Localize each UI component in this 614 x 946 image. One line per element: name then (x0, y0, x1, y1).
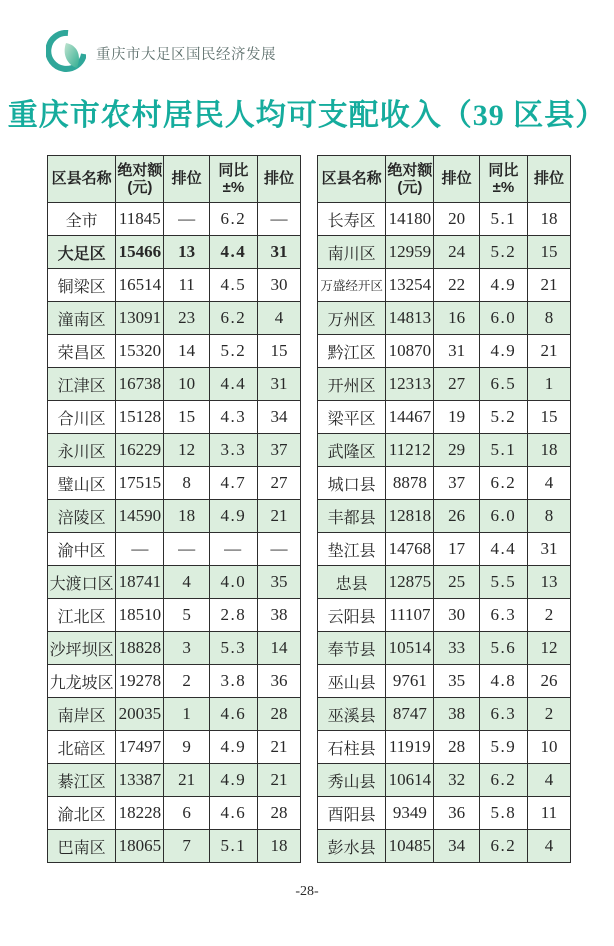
table-row (48, 368, 301, 401)
cell-growth: 4.6 (209, 698, 257, 731)
cell-growth-rank: 4 (527, 467, 570, 500)
cell-name: 沙坪坝区 (48, 632, 116, 665)
header-rank: 排位 (164, 156, 210, 203)
cell-name: 铜梁区 (48, 269, 116, 302)
cell-rank: 27 (434, 368, 480, 401)
cell-growth: 6.2 (209, 302, 257, 335)
cell-name: 綦江区 (48, 764, 116, 797)
cell-value: 15466 (116, 236, 164, 269)
cell-value: 18228 (116, 797, 164, 830)
cell-rank: 29 (434, 434, 480, 467)
cell-growth-rank: 1 (527, 368, 570, 401)
cell-name: 荣昌区 (48, 335, 116, 368)
table-row (48, 731, 301, 764)
cell-name: 北碚区 (48, 731, 116, 764)
cell-value: 10485 (386, 830, 434, 863)
cell-value: 12313 (386, 368, 434, 401)
cell-growth-rank: 21 (257, 731, 300, 764)
cell-growth-rank: 8 (527, 500, 570, 533)
cell-rank: 33 (434, 632, 480, 665)
brand-header (46, 30, 276, 76)
brand-logo-icon (46, 30, 86, 76)
cell-rank: 2 (164, 665, 210, 698)
cell-growth-rank: 35 (257, 566, 300, 599)
cell-rank: 7 (164, 830, 210, 863)
table-row (48, 632, 301, 665)
cell-value: 11845 (116, 203, 164, 236)
cell-growth-rank: 18 (257, 830, 300, 863)
cell-name: 涪陵区 (48, 500, 116, 533)
table-row (318, 335, 571, 368)
cell-growth: 4.7 (209, 467, 257, 500)
table-row (48, 467, 301, 500)
cell-rank: — (164, 533, 210, 566)
table-row (318, 665, 571, 698)
table-row (318, 368, 571, 401)
cell-value: 14180 (386, 203, 434, 236)
cell-growth-rank: 21 (527, 335, 570, 368)
table-row (318, 467, 571, 500)
cell-value: — (116, 533, 164, 566)
cell-growth: 6.2 (479, 764, 527, 797)
cell-growth: 5.2 (479, 401, 527, 434)
cell-value: 18828 (116, 632, 164, 665)
cell-value: 8878 (386, 467, 434, 500)
cell-growth: 3.3 (209, 434, 257, 467)
cell-growth: 4.4 (209, 236, 257, 269)
cell-rank: 10 (164, 368, 210, 401)
cell-growth-rank: 26 (527, 665, 570, 698)
cell-growth-rank: 30 (257, 269, 300, 302)
cell-name: 万盛经开区 (318, 269, 386, 302)
table-row (48, 797, 301, 830)
brand-text: 重庆市大足区国民经济发展 (96, 46, 276, 63)
page-number: -28- (295, 884, 319, 899)
cell-value: 20035 (116, 698, 164, 731)
cell-name: 秀山县 (318, 764, 386, 797)
cell-value: 16229 (116, 434, 164, 467)
table-row (48, 533, 301, 566)
cell-growth-rank: 31 (527, 533, 570, 566)
cell-rank: 19 (434, 401, 480, 434)
table-row (48, 599, 301, 632)
cell-growth-rank: 27 (257, 467, 300, 500)
cell-name: 巫溪县 (318, 698, 386, 731)
cell-growth: 5.1 (479, 434, 527, 467)
table-row (48, 269, 301, 302)
cell-growth-rank: 11 (527, 797, 570, 830)
table-row (318, 500, 571, 533)
cell-value: 19278 (116, 665, 164, 698)
cell-growth: 4.6 (209, 797, 257, 830)
cell-growth-rank: 38 (257, 599, 300, 632)
cell-growth: 6.2 (479, 467, 527, 500)
cell-rank: 5 (164, 599, 210, 632)
cell-name: 江北区 (48, 599, 116, 632)
cell-growth-rank: 31 (257, 368, 300, 401)
cell-rank: 3 (164, 632, 210, 665)
cell-growth-rank: 34 (257, 401, 300, 434)
header-growth: 同比 ±% (209, 156, 257, 203)
cell-name: 大足区 (48, 236, 116, 269)
header-growth-rank: 排位 (527, 156, 570, 203)
cell-value: 10614 (386, 764, 434, 797)
cell-value: 13387 (116, 764, 164, 797)
table-row (318, 401, 571, 434)
cell-name: 九龙坡区 (48, 665, 116, 698)
cell-name: 巴南区 (48, 830, 116, 863)
header-district-name: 区县名称 (318, 156, 386, 203)
cell-growth: 4.4 (209, 368, 257, 401)
cell-rank: 4 (164, 566, 210, 599)
table-row (318, 830, 571, 863)
cell-value: 11107 (386, 599, 434, 632)
table-row (48, 434, 301, 467)
cell-value: 17515 (116, 467, 164, 500)
cell-name: 彭水县 (318, 830, 386, 863)
cell-growth: 6.2 (479, 830, 527, 863)
cell-value: 15320 (116, 335, 164, 368)
cell-rank: 35 (434, 665, 480, 698)
cell-rank: 21 (164, 764, 210, 797)
cell-growth-rank: 21 (527, 269, 570, 302)
table-header-row (48, 156, 301, 203)
cell-name: 江津区 (48, 368, 116, 401)
cell-growth-rank: 4 (527, 764, 570, 797)
cell-value: 11212 (386, 434, 434, 467)
cell-rank: 9 (164, 731, 210, 764)
cell-rank: 31 (434, 335, 480, 368)
cell-rank: 25 (434, 566, 480, 599)
cell-growth: 4.9 (209, 764, 257, 797)
header-rank: 排位 (434, 156, 480, 203)
cell-growth-rank: 13 (527, 566, 570, 599)
table-row (318, 731, 571, 764)
cell-rank: 28 (434, 731, 480, 764)
cell-growth-rank: 15 (527, 236, 570, 269)
cell-value: 14768 (386, 533, 434, 566)
cell-growth: 6.5 (479, 368, 527, 401)
cell-rank: — (164, 203, 210, 236)
cell-value: 10870 (386, 335, 434, 368)
cell-growth: 5.8 (479, 797, 527, 830)
cell-rank: 32 (434, 764, 480, 797)
table-row (318, 632, 571, 665)
cell-rank: 8 (164, 467, 210, 500)
table-row (318, 764, 571, 797)
cell-growth: 5.1 (209, 830, 257, 863)
cell-value: 14590 (116, 500, 164, 533)
cell-growth-rank: — (257, 533, 300, 566)
cell-growth-rank: 36 (257, 665, 300, 698)
cell-growth-rank: 10 (527, 731, 570, 764)
cell-name: 巫山县 (318, 665, 386, 698)
cell-value: 11919 (386, 731, 434, 764)
cell-growth-rank: — (257, 203, 300, 236)
cell-rank: 26 (434, 500, 480, 533)
cell-growth-rank: 21 (257, 500, 300, 533)
cell-growth-rank: 28 (257, 698, 300, 731)
cell-rank: 11 (164, 269, 210, 302)
cell-rank: 20 (434, 203, 480, 236)
cell-name: 南川区 (318, 236, 386, 269)
table-row (318, 566, 571, 599)
cell-value: 18510 (116, 599, 164, 632)
table-row (318, 236, 571, 269)
income-table-right (317, 155, 571, 863)
table-row (48, 335, 301, 368)
cell-rank: 34 (434, 830, 480, 863)
cell-growth: 5.5 (479, 566, 527, 599)
cell-name: 璧山区 (48, 467, 116, 500)
table-row (48, 500, 301, 533)
table-row (318, 599, 571, 632)
table-row (48, 302, 301, 335)
header-growth-rank: 排位 (257, 156, 300, 203)
cell-value: 14813 (386, 302, 434, 335)
table-row (318, 698, 571, 731)
cell-value: 18065 (116, 830, 164, 863)
cell-name: 武隆区 (318, 434, 386, 467)
cell-rank: 1 (164, 698, 210, 731)
cell-growth-rank: 15 (527, 401, 570, 434)
table-row (318, 203, 571, 236)
table-row (48, 566, 301, 599)
table-row (318, 302, 571, 335)
cell-name: 合川区 (48, 401, 116, 434)
cell-value: 13254 (386, 269, 434, 302)
header-absolute-amount: 绝对额 (元) (116, 156, 164, 203)
table-row (318, 434, 571, 467)
cell-name: 大渡口区 (48, 566, 116, 599)
cell-value: 10514 (386, 632, 434, 665)
cell-growth: 6.0 (479, 500, 527, 533)
cell-rank: 24 (434, 236, 480, 269)
cell-growth: 4.4 (479, 533, 527, 566)
page-title: 重庆市农村居民人均可支配收入（39 区县） (7, 99, 607, 132)
cell-rank: 23 (164, 302, 210, 335)
cell-growth-rank: 15 (257, 335, 300, 368)
cell-value: 18741 (116, 566, 164, 599)
cell-growth-rank: 8 (527, 302, 570, 335)
cell-growth-rank: 2 (527, 599, 570, 632)
cell-growth: 4.9 (479, 335, 527, 368)
cell-growth-rank: 14 (257, 632, 300, 665)
table-row (48, 203, 301, 236)
cell-growth-rank: 37 (257, 434, 300, 467)
cell-rank: 18 (164, 500, 210, 533)
cell-growth: 5.2 (209, 335, 257, 368)
header-absolute-amount: 绝对额 (元) (386, 156, 434, 203)
cell-value: 13091 (116, 302, 164, 335)
cell-name: 丰都县 (318, 500, 386, 533)
table-row (318, 533, 571, 566)
cell-value: 17497 (116, 731, 164, 764)
cell-name: 万州区 (318, 302, 386, 335)
cell-growth-rank: 4 (527, 830, 570, 863)
cell-name: 云阳县 (318, 599, 386, 632)
table-row (318, 797, 571, 830)
cell-rank: 14 (164, 335, 210, 368)
cell-growth-rank: 18 (527, 434, 570, 467)
cell-growth: 5.6 (479, 632, 527, 665)
cell-growth: 5.1 (479, 203, 527, 236)
cell-value: 14467 (386, 401, 434, 434)
cell-growth: 5.2 (479, 236, 527, 269)
table-row (48, 698, 301, 731)
cell-name: 全市 (48, 203, 116, 236)
table-header-row (318, 156, 571, 203)
cell-growth: — (209, 533, 257, 566)
header-district-name: 区县名称 (48, 156, 116, 203)
cell-name: 南岸区 (48, 698, 116, 731)
cell-name: 石柱县 (318, 731, 386, 764)
table-row (48, 830, 301, 863)
cell-growth: 4.9 (479, 269, 527, 302)
cell-rank: 12 (164, 434, 210, 467)
cell-growth: 6.3 (479, 599, 527, 632)
cell-growth-rank: 31 (257, 236, 300, 269)
cell-growth: 6.2 (209, 203, 257, 236)
cell-growth-rank: 2 (527, 698, 570, 731)
cell-growth-rank: 4 (257, 302, 300, 335)
cell-value: 9349 (386, 797, 434, 830)
cell-rank: 15 (164, 401, 210, 434)
cell-rank: 36 (434, 797, 480, 830)
table-row (48, 401, 301, 434)
cell-growth-rank: 12 (527, 632, 570, 665)
cell-name: 渝北区 (48, 797, 116, 830)
cell-rank: 6 (164, 797, 210, 830)
cell-name: 开州区 (318, 368, 386, 401)
cell-name: 长寿区 (318, 203, 386, 236)
cell-value: 9761 (386, 665, 434, 698)
cell-name: 梁平区 (318, 401, 386, 434)
table-row (48, 236, 301, 269)
header-growth: 同比 ±% (479, 156, 527, 203)
cell-growth-rank: 21 (257, 764, 300, 797)
cell-growth: 4.5 (209, 269, 257, 302)
cell-name: 潼南区 (48, 302, 116, 335)
cell-value: 12875 (386, 566, 434, 599)
cell-name: 酉阳县 (318, 797, 386, 830)
table-row (48, 764, 301, 797)
cell-value: 16514 (116, 269, 164, 302)
cell-growth: 4.0 (209, 566, 257, 599)
table-row (318, 269, 571, 302)
table-row (48, 665, 301, 698)
cell-growth: 5.3 (209, 632, 257, 665)
cell-rank: 16 (434, 302, 480, 335)
cell-rank: 17 (434, 533, 480, 566)
cell-rank: 38 (434, 698, 480, 731)
cell-value: 12959 (386, 236, 434, 269)
cell-growth: 6.0 (479, 302, 527, 335)
cell-rank: 22 (434, 269, 480, 302)
cell-growth: 4.3 (209, 401, 257, 434)
cell-name: 忠县 (318, 566, 386, 599)
cell-value: 8747 (386, 698, 434, 731)
cell-name: 渝中区 (48, 533, 116, 566)
cell-value: 12818 (386, 500, 434, 533)
cell-name: 城口县 (318, 467, 386, 500)
cell-growth-rank: 18 (527, 203, 570, 236)
cell-name: 奉节县 (318, 632, 386, 665)
cell-rank: 13 (164, 236, 210, 269)
cell-value: 16738 (116, 368, 164, 401)
cell-rank: 37 (434, 467, 480, 500)
cell-growth: 3.8 (209, 665, 257, 698)
cell-growth: 5.9 (479, 731, 527, 764)
cell-growth-rank: 28 (257, 797, 300, 830)
income-table-left (47, 155, 301, 863)
cell-name: 垫江县 (318, 533, 386, 566)
cell-growth: 2.8 (209, 599, 257, 632)
cell-rank: 30 (434, 599, 480, 632)
cell-growth: 4.8 (479, 665, 527, 698)
cell-name: 永川区 (48, 434, 116, 467)
cell-value: 15128 (116, 401, 164, 434)
cell-growth: 6.3 (479, 698, 527, 731)
cell-growth: 4.9 (209, 500, 257, 533)
cell-growth: 4.9 (209, 731, 257, 764)
cell-name: 黔江区 (318, 335, 386, 368)
tables-container (47, 155, 571, 863)
